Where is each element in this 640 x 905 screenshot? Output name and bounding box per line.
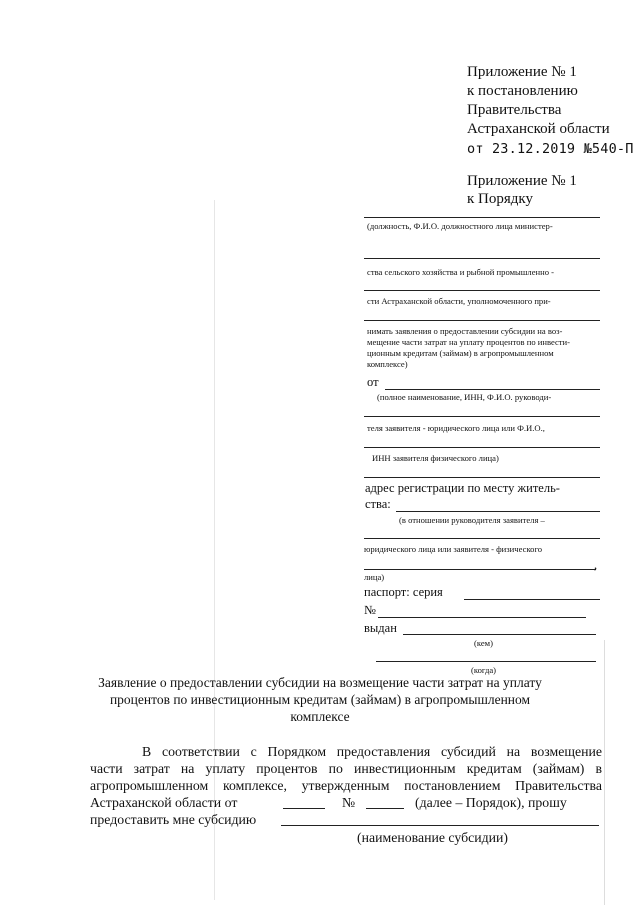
header-line-6: Приложение № 1 [467, 173, 577, 189]
fill-line [364, 416, 600, 417]
number-blank [366, 808, 404, 809]
header-line-3: Правительства [467, 102, 562, 118]
body-line-2: части затрат на уплату процентов по инвестиционным кредитам (займам) в [90, 761, 602, 776]
fill-line [364, 477, 600, 478]
title-line-1: Заявление о предоставлении субсидии на возмещение части затрат на уплату [98, 675, 542, 690]
address-field [396, 511, 600, 512]
date-blank [283, 808, 325, 809]
body-line-4-end: (далее – Порядок), прошу [415, 795, 567, 810]
passport-series-field [464, 599, 600, 600]
issued-label: выдан [364, 621, 397, 635]
number-sign: № [342, 795, 356, 810]
caption-position: (должность, Ф.И.О. должностного лица министер- [367, 221, 553, 231]
address-label: адрес регистрации по месту житель- [365, 481, 560, 495]
caption-applicant-legal: теля заявителя - юридического лица или Ф.И.О., [367, 423, 545, 433]
comma: , [594, 558, 598, 572]
caption-issued-when: (когда) [471, 665, 497, 675]
title-line-2: процентов по инвестиционным кредитам (займам) в агропромышленном [109, 692, 531, 707]
fill-line [364, 447, 600, 448]
body-line-1: В соответствии с Порядком предоставления субсидий на возмещение [142, 744, 602, 759]
fill-line [364, 290, 600, 291]
header-line-1: Приложение № 1 [467, 64, 577, 80]
subsidy-name-field [281, 825, 599, 826]
header-line-2: к постановлению [467, 83, 578, 99]
from-field [385, 389, 600, 390]
header-line-7: к Порядку [467, 191, 533, 207]
from-label: от [367, 375, 379, 389]
caption-application: комплексе) [367, 359, 408, 369]
caption-address-note: (в отношении руководителя заявителя – [399, 515, 545, 525]
fill-line [364, 258, 600, 259]
subsidy-caption: (наименование субсидии) [357, 830, 508, 845]
issued-field [403, 634, 596, 635]
header-date: от 23.12.2019 №540-П [467, 141, 634, 157]
passport-number-field [378, 617, 586, 618]
title-line-3: комплексе [290, 709, 350, 724]
address-label-cont: ства: [365, 497, 391, 511]
caption-applicant-individual: ИНН заявителя физического лица) [372, 453, 499, 463]
caption-ministry: ства сельского хозяйства и рыбной промышленно - [367, 267, 555, 277]
caption-issued-by: (кем) [474, 638, 493, 648]
fill-line [364, 569, 596, 570]
caption-application: мещение части затрат на уплату процентов по инвести- [367, 337, 571, 347]
fill-line [364, 538, 600, 539]
caption-applicant-name: (полное наименование, ИНН, Ф.И.О. руководи- [377, 392, 552, 402]
body-line-4-start: Астраханской области от [90, 795, 238, 810]
fill-line [364, 320, 600, 321]
body-line-5: предоставить мне субсидию [90, 812, 257, 827]
caption-region: сти Астраханской области, уполномоченного при- [367, 296, 551, 306]
caption-application: нимать заявления о предоставлении субсидии на воз- [367, 326, 563, 336]
caption-person: лица) [364, 572, 385, 582]
body-line-3: агропромышленном комплексе, утвержденным постановлением Правительства [90, 778, 602, 793]
caption-address-note-cont: юридического лица или заявителя - физического [364, 544, 543, 554]
fill-line [364, 217, 600, 218]
caption-application: ционным кредитам (займам) в агропромышленном [367, 348, 554, 358]
issued-date-field [376, 661, 596, 662]
passport-number-label: № [364, 603, 376, 617]
header-line-4: Астраханской области [467, 121, 610, 137]
passport-series-label: паспорт: серия [364, 585, 443, 599]
